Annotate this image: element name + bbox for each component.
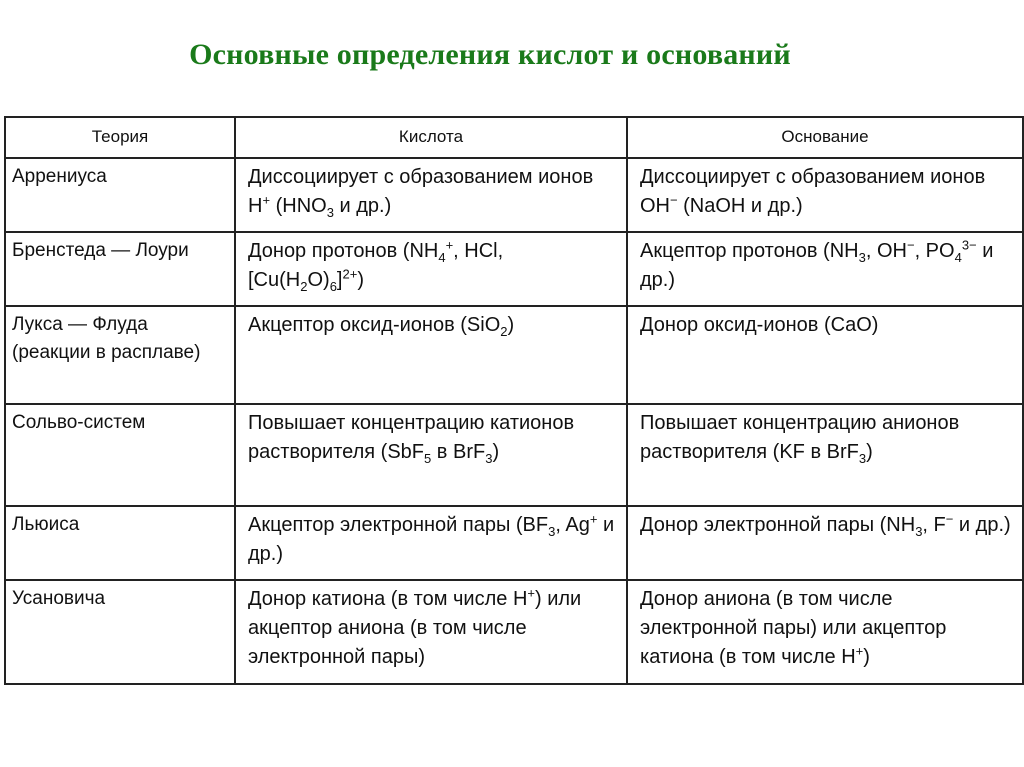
theory-cell: Лукса — Флуда (реакции в расплаве) (5, 306, 235, 404)
base-cell: Повышает концентрацию анионов растворителя (KF в BrF$_3$) (627, 404, 1023, 506)
acid-cell: Повышает концентрацию катионов растворителя (SbF$_5$ в BrF$_3$) (235, 404, 627, 506)
table-row (5, 580, 1023, 684)
theory-cell: Усановича (5, 580, 235, 684)
base-cell: Донор оксид-ионов (CaO) (627, 306, 1023, 404)
acid-cell: Акцептор оксид-ионов (SiO$_2$) (235, 306, 627, 404)
base-cell: Донор аниона (в том числе электронной пары) или акцептор катиона (в том числе H+) (627, 580, 1023, 684)
slide-title: Основные определения кислот и оснований (189, 38, 791, 71)
table-row (5, 158, 1023, 232)
table-row (5, 506, 1023, 580)
table-row (5, 404, 1023, 506)
theory-cell: Сольво-систем (5, 404, 235, 506)
theory-cell: Аррениуса (5, 158, 235, 232)
definitions-table (4, 116, 1024, 685)
base-cell: Акцептор протонов ($NH_3$, OH−, $PO_4^{3-}$ и др.) (627, 232, 1023, 306)
table-row (5, 232, 1023, 306)
table-header-row (5, 117, 1023, 158)
acid-cell: Донор протонов ($NH_4^+$, HCl, $[Cu(H_2O)_6]^{2+}$) (235, 232, 627, 306)
acid-cell: Диссоциирует с образованием ионов H+ ($HNO_3$ и др.) (235, 158, 627, 232)
header-acid: Кислота (235, 117, 627, 158)
base-cell: Диссоциирует с образованием ионов OH− (NaOH и др.) (627, 158, 1023, 232)
acid-cell: Донор катиона (в том числе H+) или акцептор аниона (в том числе электронной пары) (235, 580, 627, 684)
table-row (5, 306, 1023, 404)
acid-cell: Акцептор электронной пары ($BF_3$, Ag+ и др.) (235, 506, 627, 580)
header-theory: Теория (5, 117, 235, 158)
header-base: Основание (627, 117, 1023, 158)
theory-cell: Льюиса (5, 506, 235, 580)
theory-cell: Бренстеда — Лоури (5, 232, 235, 306)
base-cell: Донор электронной пары ($NH_3$, F− и др.) (627, 506, 1023, 580)
